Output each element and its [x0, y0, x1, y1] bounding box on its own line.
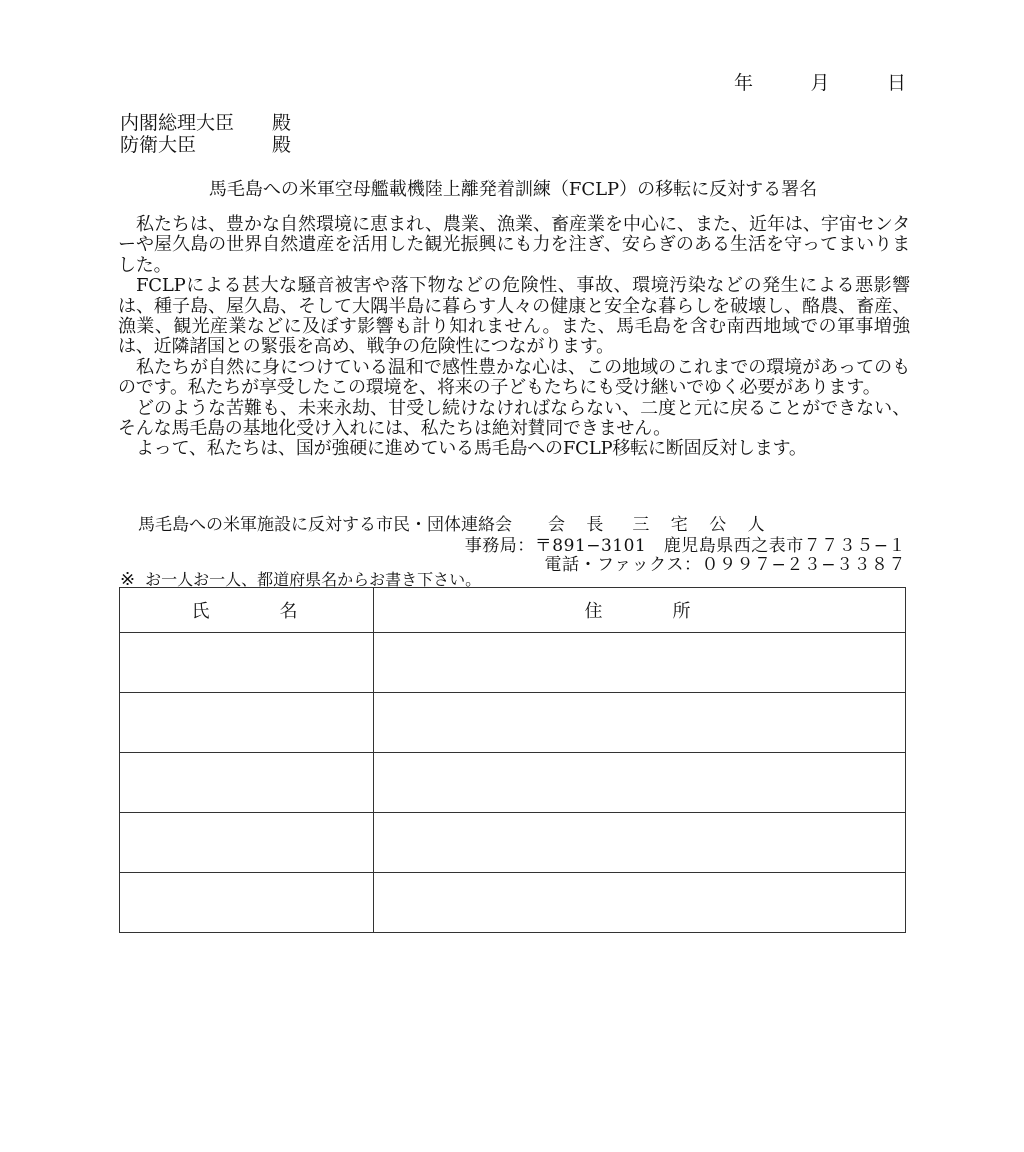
- name-cell[interactable]: [120, 633, 374, 693]
- header-address: [374, 588, 906, 633]
- name-cell[interactable]: [120, 873, 374, 933]
- addressee-defense-minister: [120, 134, 291, 156]
- date-day: 日: [886, 72, 906, 94]
- organization-representative: 会 長 三 宅 公 人: [548, 515, 771, 535]
- paragraph: FCLPによる甚大な騒音被害や落下物などの危険性、事故、環境汚染などの発生による悪影響は、種子島、屋久島、そして大隅半島に暮らす人々の健康と安全な暮らしを破壊し、酪農、畜産、漁業、観光産業などに及ぼす影響も計り知れません。また、馬毛島を含む南西地域での軍事増強は、近隣諸国との緊張を高め、戦争の危険性につながります。: [118, 275, 910, 358]
- header-name: [120, 588, 374, 633]
- addressee-name: 内閣総理大臣: [120, 112, 235, 134]
- addressee-honorific: 殿: [272, 112, 292, 134]
- addressee-prime-minister: [120, 112, 291, 134]
- paragraph: よって、私たちは、国が強硬に進めている馬毛島へのFCLP移転に断固反対します。: [136, 438, 807, 460]
- name-cell[interactable]: [120, 813, 374, 873]
- address-cell[interactable]: [374, 813, 906, 873]
- note-mark: ※: [120, 569, 136, 590]
- table-header-row: [120, 588, 906, 633]
- note-text: お一人お一人、都道府県名からお書き下さい。: [145, 570, 482, 589]
- address-cell[interactable]: [374, 873, 906, 933]
- date-month: 月: [810, 72, 830, 94]
- office-address: 事務局：〒891−3101 鹿児島県西之表市７７３５−１: [464, 536, 906, 556]
- address-cell[interactable]: [374, 633, 906, 693]
- paragraph: 私たちが自然に身につけている温和で感性豊かな心は、この地域のこれまでの環境があってのものです。私たちが享受したこの環境を、将来の子どもたちにも受け継いでゆく必要があります。: [118, 356, 910, 399]
- signature-table: [119, 587, 906, 933]
- date-line: [734, 68, 906, 95]
- organization-name: 馬毛島への米軍施設に反対する市民・団体連絡会: [138, 515, 512, 535]
- header-address-label: 住 所: [584, 601, 695, 622]
- table-row: [120, 813, 906, 873]
- header-name-label: 氏 名: [191, 601, 302, 622]
- table-row: [120, 753, 906, 813]
- paragraph: 私たちは、豊かな自然環境に恵まれ、農業、漁業、畜産業を中心に、また、近年は、宇宙センターや屋久島の世界自然遺産を活用した観光振興にも力を注ぎ、安らぎのある生活を守ってまいりました。: [118, 214, 910, 276]
- table-row: [120, 873, 906, 933]
- table-row: [120, 633, 906, 693]
- date-year: 年: [734, 72, 754, 94]
- address-cell[interactable]: [374, 693, 906, 753]
- table-row: [120, 693, 906, 753]
- office-contact: 電話・ファックス：０９９７−２３−３３８７: [544, 555, 906, 575]
- address-cell[interactable]: [374, 753, 906, 813]
- paragraph: どのような苦難も、未来永劫、甘受し続けなければならない、二度と元に戻ることができない、そんな馬毛島の基地化受け入れには、私たちは絶対賛同できません。: [118, 397, 910, 440]
- name-cell[interactable]: [120, 693, 374, 753]
- addressee-name: 防衛大臣: [120, 134, 197, 156]
- addressee-honorific: 殿: [272, 134, 292, 156]
- name-cell[interactable]: [120, 753, 374, 813]
- petition-body: [118, 215, 910, 460]
- document-title: 馬毛島への米軍空母艦載機陸上離発着訓練（FCLP）の移転に反対する署名: [208, 179, 818, 200]
